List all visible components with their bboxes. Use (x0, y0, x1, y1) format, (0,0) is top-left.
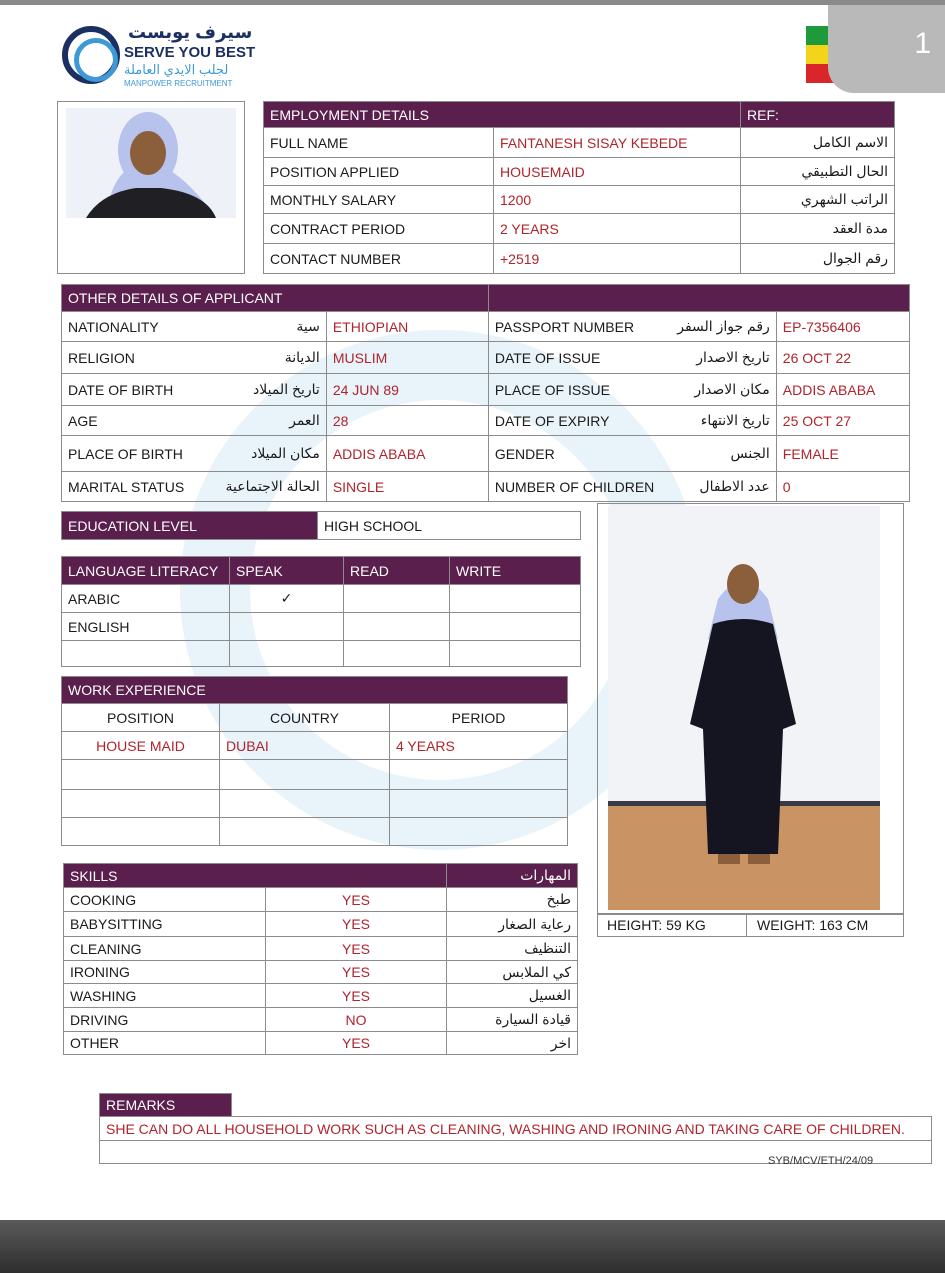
language-cell (450, 613, 581, 641)
skill-value: YES (266, 961, 447, 984)
expiry-date-value: 25 OCT 27 (776, 406, 909, 436)
religion-value: MUSLIM (326, 342, 488, 374)
skill-name-ar: قيادة السيارة (447, 1008, 578, 1032)
page-number: 1 (914, 27, 931, 60)
detail-label: RELIGION (62, 342, 220, 374)
position-value: HOUSEMAID (494, 158, 741, 186)
reference-code: SYB/MCV/ETH/24/09 (768, 1155, 874, 1167)
skill-name: COOKING (64, 888, 266, 912)
work-period: 4 YEARS (390, 732, 568, 760)
agency-tagline-en: MANPOWER RECRUITMENT (124, 79, 233, 88)
skills-title: SKILLS (64, 864, 447, 888)
education-table (61, 511, 581, 540)
work-position (62, 790, 220, 818)
weight-value: WEIGHT: 163 CM (757, 917, 869, 933)
detail-label-ar: الجنس (660, 436, 776, 472)
language-cell (450, 585, 581, 613)
page-number-badge (828, 5, 945, 93)
nationality-value: ETHIOPIAN (326, 312, 488, 342)
detail-label: NATIONALITY (62, 312, 220, 342)
period-header: PERIOD (390, 704, 568, 732)
language-cell (450, 641, 581, 667)
education-value: HIGH SCHOOL (318, 512, 581, 540)
full-body-image (678, 544, 808, 874)
employment-title: EMPLOYMENT DETAILS (264, 102, 741, 128)
bottom-bar (0, 1220, 945, 1273)
other-details-header-right (488, 285, 909, 312)
salary-value: 1200 (494, 186, 741, 214)
skill-name: CLEANING (64, 937, 266, 961)
agency-logo (62, 22, 262, 92)
row-label-ar: رقم الجوال (741, 244, 895, 274)
speak-header: SPEAK (230, 557, 344, 585)
detail-label-ar: الديانة (220, 342, 327, 374)
work-period (390, 760, 568, 790)
skill-value: YES (266, 888, 447, 912)
skill-name-ar: رعاية الصغار (447, 912, 578, 937)
row-label: CONTACT NUMBER (264, 244, 494, 274)
language-table (61, 556, 581, 667)
contact-value: +2519 (494, 244, 741, 274)
detail-label-ar: الحالة الاجتماعية (220, 472, 327, 502)
detail-label-ar: العمر (220, 406, 327, 436)
remarks-table (99, 1093, 932, 1164)
read-header: READ (344, 557, 450, 585)
language-cell (344, 585, 450, 613)
detail-label: GENDER (488, 436, 660, 472)
detail-label: PLACE OF ISSUE (488, 374, 660, 406)
skills-table (63, 863, 578, 1055)
detail-label-ar: رقم جواز السفر (660, 312, 776, 342)
language-name: ARABIC (62, 585, 230, 613)
detail-label: DATE OF ISSUE (488, 342, 660, 374)
logo-mark-icon (62, 26, 120, 84)
detail-label-ar: سية (220, 312, 327, 342)
marital-status-value: SINGLE (326, 472, 488, 502)
other-details-title: OTHER DETAILS OF APPLICANT (62, 285, 489, 312)
applicant-full-photo (597, 503, 904, 915)
dob-value: 24 JUN 89 (326, 374, 488, 406)
work-country: DUBAI (220, 732, 390, 760)
write-header: WRITE (450, 557, 581, 585)
contract-value: 2 YEARS (494, 214, 741, 244)
agency-name-ar: سيرف يوبست (128, 22, 253, 42)
height-value: HEIGHT: 59 KG (607, 917, 706, 933)
language-name (62, 641, 230, 667)
skill-name: OTHER (64, 1032, 266, 1055)
position-header: POSITION (62, 704, 220, 732)
skills-title-ar: المهارات (447, 864, 578, 888)
other-details-table (61, 284, 910, 502)
remarks-text: SHE CAN DO ALL HOUSEHOLD WORK SUCH AS CLEANING, WASHING AND IRONING AND TAKING CARE OF CHILDREN. (100, 1117, 932, 1141)
skill-value: NO (266, 1008, 447, 1032)
row-label-ar: مدة العقد (741, 214, 895, 244)
work-position: HOUSE MAID (62, 732, 220, 760)
applicant-portrait-photo (57, 101, 245, 274)
detail-label: DATE OF BIRTH (62, 374, 220, 406)
skill-value: YES (266, 1032, 447, 1055)
top-bar (0, 0, 945, 5)
place-of-birth-value: ADDIS ABABA (326, 436, 488, 472)
portrait-image (66, 108, 236, 218)
full-name-value: FANTANESH SISAY KEBEDE (494, 128, 741, 158)
work-experience-table (61, 676, 568, 846)
row-label: MONTHLY SALARY (264, 186, 494, 214)
skill-value: YES (266, 937, 447, 961)
age-value: 28 (326, 406, 488, 436)
language-header: LANGUAGE LITERACY (62, 557, 230, 585)
place-of-issue-value: ADDIS ABABA (776, 374, 909, 406)
language-cell (344, 613, 450, 641)
skill-name-ar: الغسيل (447, 984, 578, 1008)
children-value: 0 (776, 472, 909, 502)
detail-label-ar: تاريخ الميلاد (220, 374, 327, 406)
skill-value: YES (266, 984, 447, 1008)
skill-name-ar: اخر (447, 1032, 578, 1055)
education-label: EDUCATION LEVEL (62, 512, 318, 540)
country-header: COUNTRY (220, 704, 390, 732)
detail-label: NUMBER OF CHILDREN (488, 472, 660, 502)
detail-label-ar: تاريخ الاصدار (660, 342, 776, 374)
row-label: FULL NAME (264, 128, 494, 158)
work-period (390, 818, 568, 846)
detail-label: PLACE OF BIRTH (62, 436, 220, 472)
language-cell (230, 613, 344, 641)
language-cell (230, 641, 344, 667)
skill-name: BABYSITTING (64, 912, 266, 937)
language-name: ENGLISH (62, 613, 230, 641)
detail-label: DATE OF EXPIRY (488, 406, 660, 436)
ref-label: REF: (741, 102, 895, 128)
detail-label-ar: تاريخ الانتهاء (660, 406, 776, 436)
row-label-ar: الراتب الشهري (741, 186, 895, 214)
detail-label: PASSPORT NUMBER (488, 312, 660, 342)
work-experience-title: WORK EXPERIENCE (62, 677, 568, 704)
agency-name-en: SERVE YOU BEST (124, 44, 256, 61)
remarks-title: REMARKS (100, 1094, 232, 1117)
language-cell (344, 641, 450, 667)
agency-tagline-ar: لجلب الايدي العاملة (124, 62, 229, 77)
skill-name: IRONING (64, 961, 266, 984)
gender-value: FEMALE (776, 436, 909, 472)
row-label-ar: الاسم الكامل (741, 128, 895, 158)
row-label: POSITION APPLIED (264, 158, 494, 186)
measurements-row (597, 913, 904, 937)
work-period (390, 790, 568, 818)
work-country (220, 818, 390, 846)
detail-label: AGE (62, 406, 220, 436)
work-position (62, 760, 220, 790)
work-country (220, 760, 390, 790)
detail-label-ar: عدد الاطفال (660, 472, 776, 502)
skill-name-ar: كي الملابس (447, 961, 578, 984)
row-label: CONTRACT PERIOD (264, 214, 494, 244)
issue-date-value: 26 OCT 22 (776, 342, 909, 374)
skill-name: DRIVING (64, 1008, 266, 1032)
detail-label-ar: مكان الاصدار (660, 374, 776, 406)
detail-label-ar: مكان الميلاد (220, 436, 327, 472)
employment-details-table (263, 101, 895, 274)
skill-name-ar: التنظيف (447, 937, 578, 961)
passport-value: EP-7356406 (776, 312, 909, 342)
check-icon: ✓ (230, 585, 344, 613)
detail-label: MARITAL STATUS (62, 472, 220, 502)
skill-value: YES (266, 912, 447, 937)
skill-name-ar: طبخ (447, 888, 578, 912)
row-label-ar: الحال التطبيقي (741, 158, 895, 186)
work-position (62, 818, 220, 846)
work-country (220, 790, 390, 818)
skill-name: WASHING (64, 984, 266, 1008)
